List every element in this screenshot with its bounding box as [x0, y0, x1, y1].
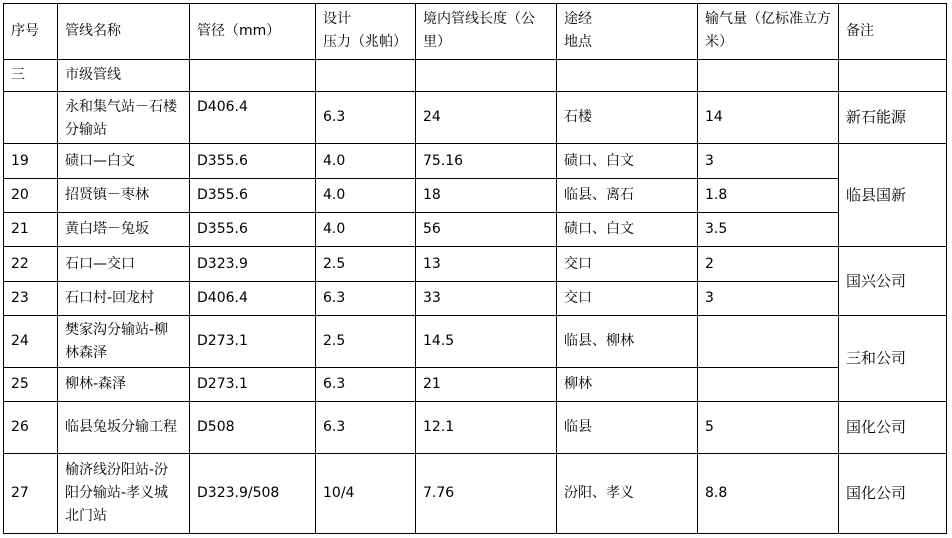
row-notes: 国化公司 — [839, 402, 947, 454]
row-name: 永和集气站－石楼分输站 — [58, 92, 190, 144]
row-via: 石楼 — [557, 92, 698, 144]
row-notes: 三和公司 — [839, 316, 947, 402]
header-name: 管线名称 — [58, 4, 190, 60]
table-row — [4, 247, 947, 282]
row-capacity: 3 — [698, 282, 839, 316]
row-notes: 临县国新 — [839, 144, 947, 247]
row-name: 榆济线汾阳站-汾阳分输站-孝义城北门站 — [58, 454, 190, 534]
row-pressure: 2.5 — [316, 247, 416, 282]
row-diameter: D355.6 — [190, 179, 316, 213]
row-seq: 21 — [4, 213, 58, 247]
header-row — [4, 4, 947, 60]
table-row — [4, 282, 947, 316]
row-seq: 22 — [4, 247, 58, 282]
header-pressure: 设计 压力（兆帕） — [316, 4, 416, 60]
table-row — [4, 368, 947, 402]
row-notes: 国兴公司 — [839, 247, 947, 316]
row-capacity: 3 — [698, 144, 839, 179]
row-via: 交口 — [557, 247, 698, 282]
row-seq: 23 — [4, 282, 58, 316]
row-length: 7.76 — [416, 454, 557, 534]
row-length: 18 — [416, 179, 557, 213]
row-capacity — [698, 368, 839, 402]
row-seq: 19 — [4, 144, 58, 179]
row-diameter: D323.9/508 — [190, 454, 316, 534]
row-seq: 24 — [4, 316, 58, 368]
row-length: 24 — [416, 92, 557, 144]
header-seq: 序号 — [4, 4, 58, 60]
row-capacity: 8.8 — [698, 454, 839, 534]
table-row — [4, 92, 947, 144]
row-capacity: 5 — [698, 402, 839, 454]
row-name: 柳林-森泽 — [58, 368, 190, 402]
row-diameter: D273.1 — [190, 368, 316, 402]
header-notes: 备注 — [839, 4, 947, 60]
header-via: 途经 地点 — [557, 4, 698, 60]
row-length: 56 — [416, 213, 557, 247]
row-capacity: 14 — [698, 92, 839, 144]
header-length: 境内管线长度（公里） — [416, 4, 557, 60]
row-name: 黄白塔－兔坂 — [58, 213, 190, 247]
section-row — [4, 60, 947, 92]
row-via: 柳林 — [557, 368, 698, 402]
row-name: 招贤镇－枣林 — [58, 179, 190, 213]
table-row — [4, 179, 947, 213]
row-via: 交口 — [557, 282, 698, 316]
row-pressure: 4.0 — [316, 144, 416, 179]
row-pressure: 6.3 — [316, 368, 416, 402]
row-seq: 20 — [4, 179, 58, 213]
row-via: 碛口、白文 — [557, 144, 698, 179]
row-diameter: D406.4 — [190, 92, 316, 144]
row-notes: 新石能源 — [839, 92, 947, 144]
row-seq: 26 — [4, 402, 58, 454]
row-length: 75.16 — [416, 144, 557, 179]
row-capacity — [698, 316, 839, 368]
row-pressure: 4.0 — [316, 213, 416, 247]
table-row — [4, 454, 947, 534]
section-name: 市级管线 — [58, 60, 190, 92]
row-name: 樊家沟分输站-柳林森泽 — [58, 316, 190, 368]
row-diameter: D323.9 — [190, 247, 316, 282]
pipeline-table — [3, 3, 947, 534]
row-length: 21 — [416, 368, 557, 402]
row-pressure: 6.3 — [316, 282, 416, 316]
section-seq: 三 — [4, 60, 58, 92]
row-pressure: 6.3 — [316, 92, 416, 144]
header-capacity: 输气量（亿标准立方米） — [698, 4, 839, 60]
row-diameter: D355.6 — [190, 144, 316, 179]
row-diameter: D406.4 — [190, 282, 316, 316]
row-capacity: 1.8 — [698, 179, 839, 213]
row-capacity: 3.5 — [698, 213, 839, 247]
row-pressure: 4.0 — [316, 179, 416, 213]
row-notes: 国化公司 — [839, 454, 947, 534]
table-row — [4, 144, 947, 179]
row-length: 14.5 — [416, 316, 557, 368]
row-name: 碛口—白文 — [58, 144, 190, 179]
row-via: 临县、柳林 — [557, 316, 698, 368]
row-via: 临县 — [557, 402, 698, 454]
row-diameter: D508 — [190, 402, 316, 454]
table-row — [4, 316, 947, 368]
row-pressure: 2.5 — [316, 316, 416, 368]
row-seq: 27 — [4, 454, 58, 534]
header-diameter: 管径（mm） — [190, 4, 316, 60]
row-length: 13 — [416, 247, 557, 282]
row-diameter: D355.6 — [190, 213, 316, 247]
row-length: 33 — [416, 282, 557, 316]
row-length: 12.1 — [416, 402, 557, 454]
row-via: 临县、离石 — [557, 179, 698, 213]
row-pressure: 6.3 — [316, 402, 416, 454]
row-name: 临县兔坂分输工程 — [58, 402, 190, 454]
row-capacity: 2 — [698, 247, 839, 282]
row-pressure: 10/4 — [316, 454, 416, 534]
row-via: 碛口、白文 — [557, 213, 698, 247]
row-via: 汾阳、孝义 — [557, 454, 698, 534]
table-row — [4, 213, 947, 247]
table-row — [4, 402, 947, 454]
row-seq: 25 — [4, 368, 58, 402]
row-name: 石口—交口 — [58, 247, 190, 282]
row-seq — [4, 92, 58, 144]
row-name: 石口村-回龙村 — [58, 282, 190, 316]
row-diameter: D273.1 — [190, 316, 316, 368]
